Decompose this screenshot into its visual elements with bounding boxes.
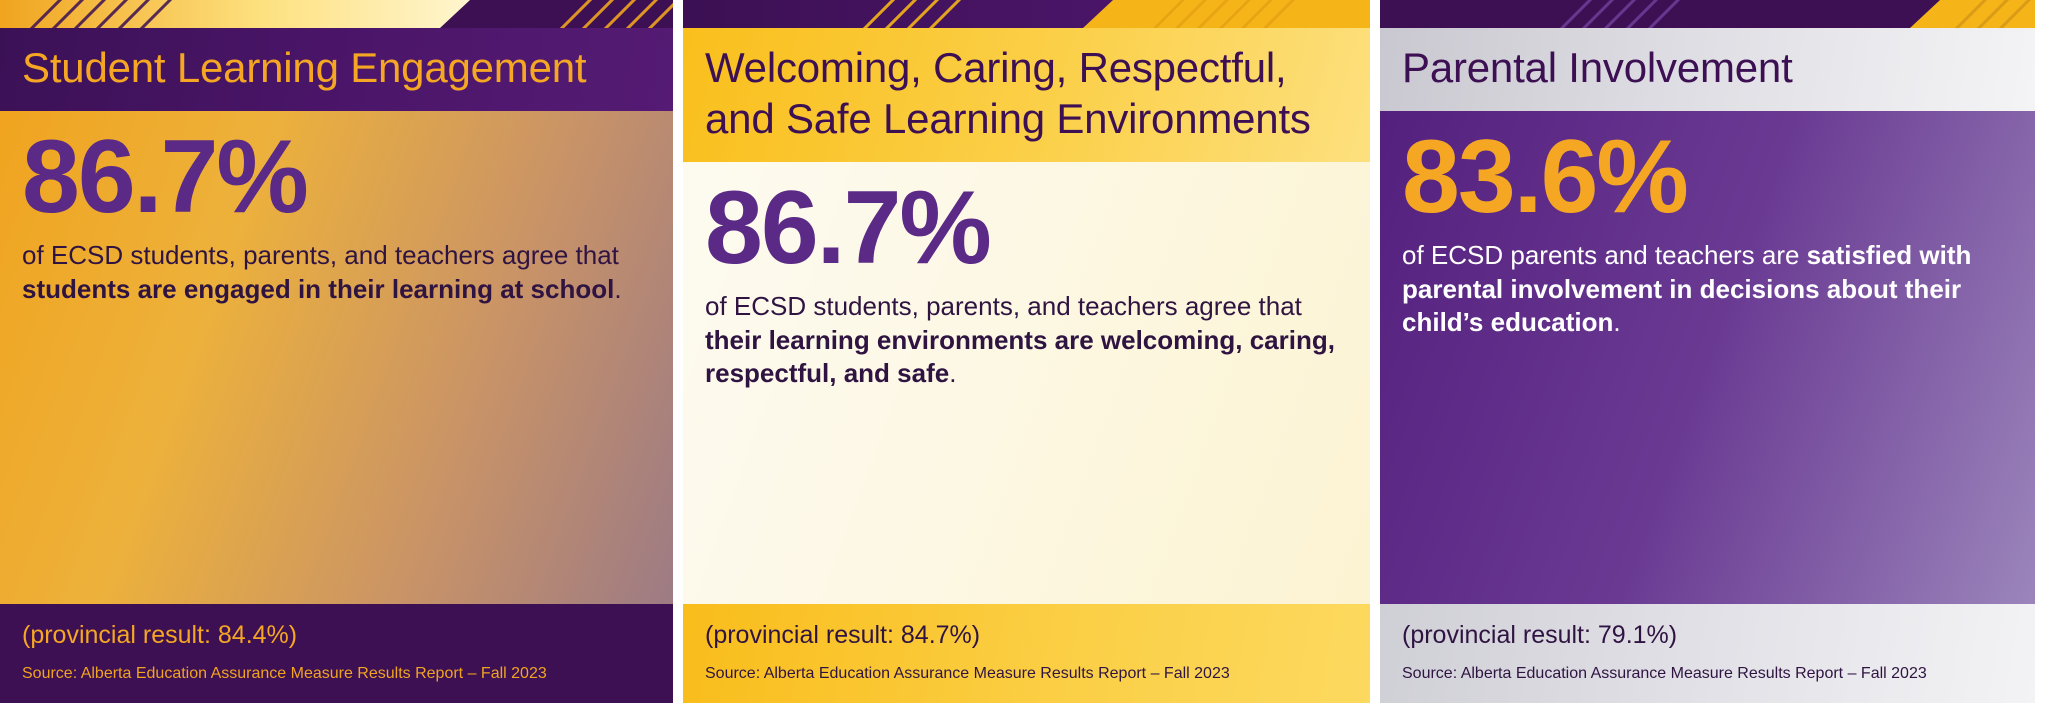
stat-description (705, 290, 1348, 390)
card-divider (1370, 0, 1380, 703)
card-title-zone (1380, 28, 2035, 111)
card-footer-zone (0, 604, 673, 703)
stat-description-lead: of ECSD students, parents, and teachers agree that (705, 291, 1302, 322)
card-top-decor-band (683, 0, 1370, 28)
stat-description-tail: . (1613, 306, 1621, 337)
stat-card-student-learning-engagement (0, 0, 673, 703)
card-title: Welcoming, Caring, Respectful, and Safe Learning Environments (705, 44, 1311, 143)
stat-description (1402, 239, 2013, 339)
card-top-decor-band (0, 0, 673, 28)
stat-card-welcoming-caring-respectful-safe (683, 0, 1370, 703)
diagonal-stripes-icon (1380, 0, 2035, 28)
stat-value: 86.7% (705, 170, 990, 287)
card-title-zone (0, 28, 673, 111)
stat-description-emphasis: students are engaged in their learning at school (22, 273, 615, 304)
stat-description-lead: of ECSD students, parents, and teachers agree that (22, 240, 619, 271)
source-note: Source: Alberta Education Assurance Measure Results Report – Fall 2023 (22, 664, 547, 682)
stat-description (22, 239, 651, 306)
card-footer-zone (1380, 604, 2035, 703)
stat-description-tail: . (614, 273, 622, 304)
stat-description-tail: . (949, 358, 957, 388)
source-note: Source: Alberta Education Assurance Measure Results Report – Fall 2023 (705, 664, 1230, 682)
stat-description-lead: of ECSD parents and teachers are (1402, 240, 1807, 271)
card-top-decor-band (1380, 0, 2035, 28)
stat-card-parental-involvement (1380, 0, 2035, 703)
card-divider (673, 0, 683, 703)
stat-value: 86.7% (22, 119, 307, 236)
card-stat-zone (1380, 111, 2035, 604)
card-stat-zone (683, 162, 1370, 603)
provincial-result: (provincial result: 84.4%) (22, 620, 298, 649)
card-title: Parental Involvement (1402, 44, 1793, 91)
provincial-result: (provincial result: 84.7%) (705, 620, 981, 649)
stat-value: 83.6% (1402, 119, 1687, 236)
card-title: Student Learning Engagement (22, 44, 587, 91)
diagonal-stripes-icon (0, 0, 673, 28)
card-footer-zone (683, 604, 1370, 703)
stat-description-emphasis: satisfied with parental involvement in decisions about their child’s education (1402, 240, 1972, 337)
provincial-result: (provincial result: 79.1%) (1402, 620, 1678, 649)
stat-description-emphasis: their learning environments are welcoming, caring, respectful, and safe (705, 324, 1335, 388)
card-stat-zone (0, 111, 673, 604)
card-title-zone (683, 28, 1370, 162)
diagonal-stripes-icon (683, 0, 1370, 28)
source-note: Source: Alberta Education Assurance Measure Results Report – Fall 2023 (1402, 664, 1927, 682)
